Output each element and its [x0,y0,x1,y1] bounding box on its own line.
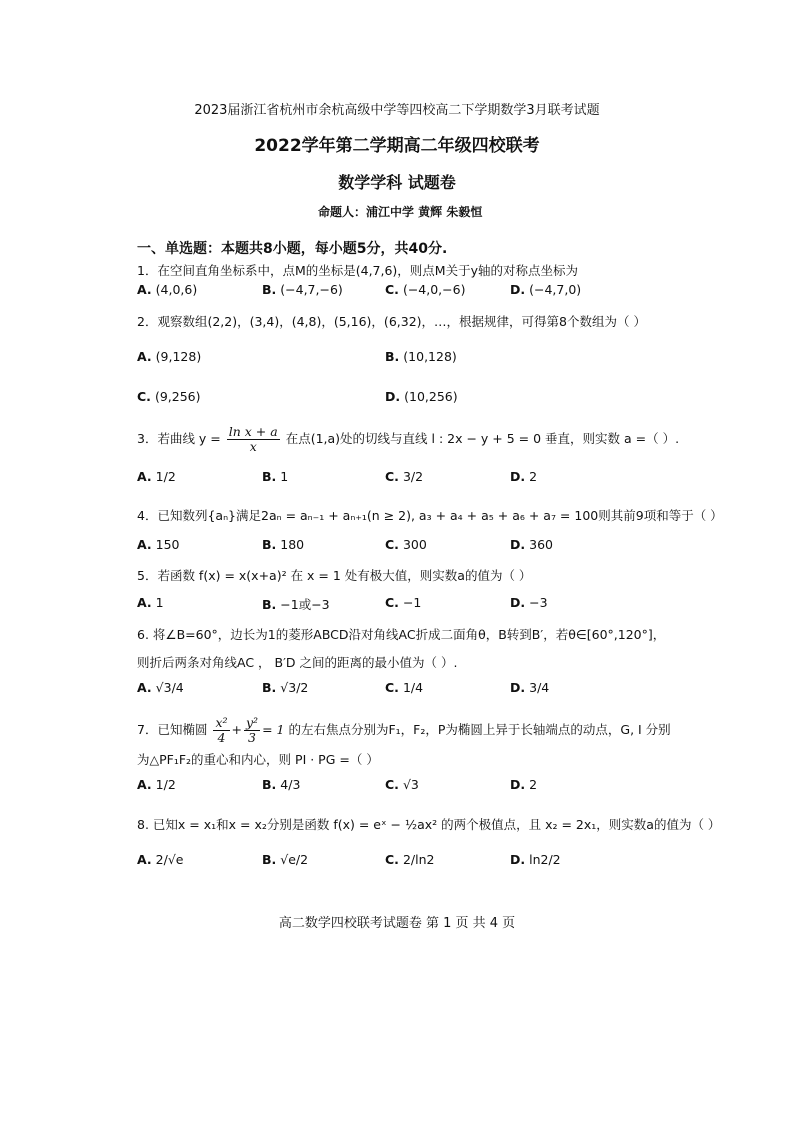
question-7-option-c: C. √3 [385,777,419,792]
question-6-option-c: C. 1/4 [385,680,424,695]
question-7-fraction-x: $\frac{\text{x²}}{4}$ [215,715,228,745]
question-1-option-b: B. (−4,7,−6) [262,282,343,297]
question-3-option-b: B. 1 [262,469,289,484]
question-8-option-d: D. ln2/2 [510,852,561,867]
question-6-option-d: D. 3/4 [510,680,550,695]
question-3-option-a: A. 1/2 [137,469,176,484]
exam-title: 2022学年第二学期高二年级四校联考 [254,136,540,156]
question-8-option-a: A. 2/√e [137,852,184,867]
section-heading: 一、单选题：本题共8小题，每小题5分，共40分. [137,241,448,257]
question-1-option-c: C. (−4,0,−6) [385,282,466,297]
question-7-fraction-y: $\frac{\text{y²}}{3}$ [245,715,259,745]
question-1-option-d: D. (−4,7,0) [510,282,582,297]
question-4-stem: 4．已知数列{aₙ}满足2aₙ = aₙ₋₁ + aₙ₊₁(n ≥ 2), a₃ + a₄ + a₅ + a₆ + a₇ = 100则其前9项和等于（ ） [137,508,723,523]
question-6-stem-line1: 6. 将∠B=60°，边长为1的菱形ABCD沿对角线AC折成二面角θ，B转到B′，若θ∈[60°,120°]， [137,627,666,642]
source-line: 2023届浙江省杭州市余杭高级中学等四校高二下学期数学3月联考试题 [194,103,600,118]
question-7-option-a: A. 1/2 [137,777,176,792]
question-6-option-b: B. √3/2 [262,680,309,695]
question-6-option-a: A. √3/4 [137,680,184,695]
question-2-option-b: B. (10,128) [385,349,457,364]
question-6-stem-line2: 则折后两条对角线AC ， B′D 之间的距离的最小值为（ ）. [137,655,458,670]
question-4-option-d: D. 360 [510,537,553,552]
question-8-option-c: C. 2/ln2 [385,852,435,867]
question-4-option-c: C. 300 [385,537,427,552]
question-5-option-c: C. −1 [385,595,422,610]
question-3-stem: 3．若曲线 y = $\frac{\text{ln x + a}}{x}$ 在点(1,a)处的切线与直线 l : 2x − y + 5 = 0 垂直，则实数 a =（ ）. [137,424,680,454]
question-5-option-b: B. −1或−3 [262,597,330,612]
question-5-stem: 5．若函数 f(x) = x(x+a)² 在 x = 1 处有极大值，则实数a的值为（ ） [137,568,532,583]
question-7-option-d: D. 2 [510,777,538,792]
author-line: 命题人：浦江中学 黄辉 朱毅恒 [318,205,483,219]
question-2-option-a: A. (9,128) [137,349,202,364]
question-3-fraction: $\frac{\text{ln x + a}}{x}$ [228,424,278,454]
question-4-option-a: A. 150 [137,537,180,552]
exam-subtitle: 数学学科 试题卷 [338,173,456,192]
question-5-option-a: A. 1 [137,595,164,610]
question-8-stem: 8. 已知x = x₁和x = x₂分别是函数 f(x) = eˣ − ½ax² 的两个极值点，且 x₂ = 2x₁，则实数a的值为（ ） [137,817,721,832]
question-4-option-b: B. 180 [262,537,305,552]
question-8-option-b: B. √e/2 [262,852,309,867]
page-footer: 高二数学四校联考试题卷 第 1 页 共 4 页 [278,916,516,931]
question-3-option-d: D. 2 [510,469,538,484]
question-2-option-d: D. (10,256) [385,389,458,404]
question-7-option-b: B. 4/3 [262,777,301,792]
question-1-option-a: A. (4,0,6) [137,282,198,297]
question-5-option-d: D. −3 [510,595,548,610]
question-2-stem: 2．观察数组(2,2)，(3,4)，(4,8)，(5,16)，(6,32)，…，根据规律，可得第8个数组为（ ） [137,314,646,329]
question-7-stem-line2: 为△PF₁F₂的重心和内心，则 PI · PG =（ ） [137,752,379,767]
question-7-stem-line1: 7．已知椭圆 $\frac{\text{x²}}{4}$ + $\frac{\text{y²}}{3}$ = 1 的左右焦点分别为F₁，F₂，P为椭圆上异于长轴端点的动点，G, I 分别 [137,715,671,745]
question-3-option-c: C. 3/2 [385,469,424,484]
question-2-option-c: C. (9,256) [137,389,201,404]
question-1-stem: 1．在空间直角坐标系中，点M的坐标是(4,7,6)，则点M关于y轴的对称点坐标为 [137,263,578,278]
